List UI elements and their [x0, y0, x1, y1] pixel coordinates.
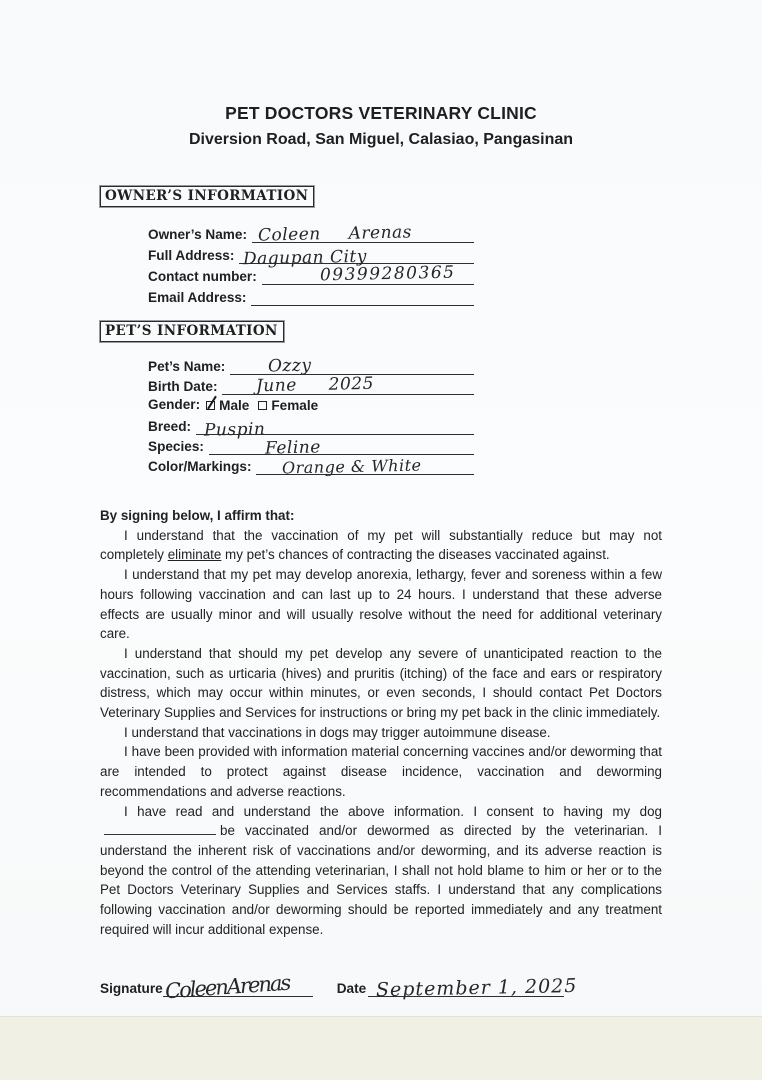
owner-section-heading: OWNER’S INFORMATION — [100, 186, 314, 207]
email-field — [148, 285, 474, 306]
handwritten-check-icon — [207, 395, 216, 409]
paragraph-text: be vaccinated and/or dewormed as directed by the veterinarian. I understand the inherent risk of vaccinations and/or deworming, and its adverse reaction is beyond the control of the attending veterinarian, I shall not hold blame to him or her or to the Pet Doctors Veterinary Supplies and Services staffs. I understand that any complications following vaccination and/or deworming should be reported immediately and any treatment required will incur additional expense. — [100, 823, 662, 937]
email-label: Email Address: — [148, 289, 247, 305]
page-title: PET DOCTORS VETERINARY CLINIC — [225, 103, 537, 123]
birth-date-input-line — [222, 375, 474, 395]
affirmation-paragraph-2: I understand that my pet may develop anorexia, lethargy, fever and soreness within a few hours following vaccination and can last up to 24 hours. I understand that these adverse effects are usually minor and will usually resolve without the need for additional veterinary care. — [100, 567, 662, 642]
gender-field — [148, 395, 474, 415]
signature-label: Signature — [100, 981, 163, 997]
pet-name-label: Pet’s Name: — [148, 358, 226, 374]
breed-value: Puspin — [203, 419, 266, 441]
affirmation-paragraph-1 — [100, 526, 662, 565]
date-label: Date — [336, 981, 367, 997]
email-input-line — [251, 285, 474, 306]
affirmation-heading: By signing below, I affirm that: — [100, 508, 295, 523]
pet-fields — [148, 355, 474, 478]
full-address-field — [148, 243, 474, 270]
signature-block — [100, 971, 662, 1004]
male-checkbox-checked — [206, 401, 215, 410]
pet-name-value: Ozzy — [268, 355, 313, 377]
color-markings-label: Color/Markings: — [148, 458, 252, 474]
signature-value: ColeenArenas — [164, 971, 290, 1004]
affirmation-text — [100, 506, 662, 939]
species-input-line — [209, 435, 474, 459]
dog-name-blank-line — [104, 824, 216, 835]
signature-line — [163, 971, 313, 1004]
birth-date-label: Birth Date: — [148, 378, 218, 394]
female-checkbox-unchecked — [258, 401, 267, 410]
date-line — [368, 971, 578, 1002]
affirmation-paragraph-6 — [100, 802, 662, 940]
breed-input-line — [196, 415, 474, 441]
owner-name-input-line — [252, 222, 474, 246]
color-markings-field — [148, 455, 474, 478]
breed-label: Breed: — [148, 418, 192, 434]
gender-label: Gender: — [148, 396, 201, 412]
contact-number-field — [148, 264, 474, 285]
color-markings-input-line — [256, 455, 474, 478]
scan-page-edge — [0, 1016, 762, 1080]
birth-date-field — [148, 375, 474, 395]
contact-number-input-line — [262, 264, 474, 285]
pet-section — [100, 321, 662, 342]
date-value: September 1, 2025 — [375, 975, 578, 1002]
paragraph-text: I have read and understand the above information. I consent to having my dog — [124, 803, 662, 819]
male-checkbox-label: Male — [219, 397, 250, 413]
pet-name-input-line — [230, 355, 474, 375]
species-value: Feline — [264, 437, 321, 459]
affirmation-paragraph-3: I understand that should my pet develop any severe of unanticipated reaction to the vaccination, such as urticaria (hives) and pruritis (itching) of the face and ears or respiratory distress, which may occur within minutes, or even seconds, I should contact Pet Doctors Veterinary Supplies and Services for instructions or bring my pet back in the clinic immediately. — [100, 645, 662, 721]
contact-number-label: Contact number: — [148, 268, 257, 284]
affirmation-paragraph-4: I understand that vaccinations in dogs may trigger autoimmune disease. — [124, 724, 551, 740]
full-address-value: Dagupan City — [243, 246, 368, 270]
birth-date-value: June 2025 — [256, 373, 375, 397]
clinic-address: Diversion Road, San Miguel, Calasiao, Pangasinan — [188, 131, 574, 148]
owner-section — [100, 186, 662, 207]
full-address-label: Full Address: — [148, 247, 235, 263]
female-checkbox-label: Female — [271, 397, 319, 413]
owner-name-label: Owner’s Name: — [148, 226, 247, 242]
paragraph-text: I understand that the vaccination of my pet will substantially reduce but may not completely — [100, 527, 662, 563]
affirmation-paragraph-5: I have been provided with information material concerning vaccines and/or deworming that are intended to protect against disease incidence, vaccination and deworming recommendations and adverse reactions. — [100, 744, 662, 799]
color-markings-value: Orange & White — [282, 455, 423, 478]
paragraph-text: my pet’s chances of contracting the diseases vaccinated against. — [221, 547, 610, 563]
owner-fields — [148, 222, 474, 306]
underlined-word: eliminate — [167, 547, 222, 563]
full-address-input-line — [239, 243, 474, 270]
clinic-header — [100, 0, 662, 149]
pet-section-heading: PET’S INFORMATION — [100, 321, 284, 342]
species-field — [148, 435, 474, 459]
owner-name-field — [148, 222, 474, 246]
species-label: Species: — [148, 438, 204, 454]
breed-field — [148, 415, 474, 441]
contact-number-value: 09399280365 — [319, 262, 456, 286]
pet-name-field — [148, 355, 474, 375]
owner-name-value: Coleen Arenas — [257, 222, 413, 246]
